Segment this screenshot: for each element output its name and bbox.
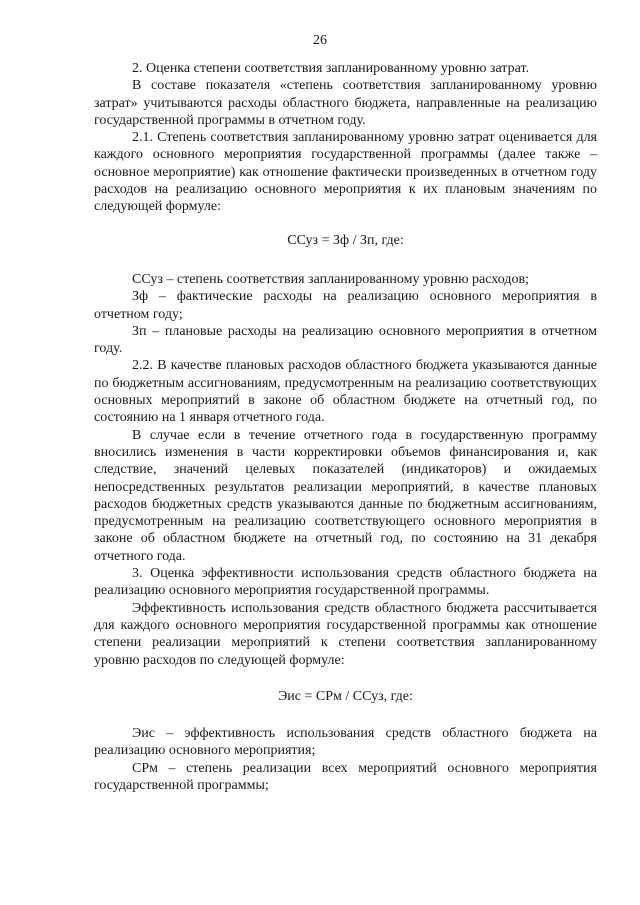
paragraph-2-1: 2.1. Степень соответствия запланированному уровню затрат оценивается для каждого основного мероприятия государственной программы (далее также – основное мероприятие) как отношение фактически произведенных в отчетном году расходов на реализацию основного мероприятия к их плановым значениям по следующей формуле:: [94, 130, 597, 215]
paragraph-program-changes: В случае если в течение отчетного года в государственную программу вносились изменения в части корректировки объемов финансирования и, как следствие, значений целевых показателей (индикаторов) и ожидаемых непосредственных результатов реализации мероприятий, в качестве плановых расходов бюджетных средств указываются данные по бюджетным ассигнованиям, предусмотренным на реализацию соответствующего основного мероприятия в законе об областном бюджете на отчетный год, по состоянию на 31 декабря отчетного года.: [94, 427, 597, 564]
paragraph-efficiency: Эффективность использования средств областного бюджета рассчитывается для каждого основного мероприятия государственной программы как отношение степени реализации мероприятий к степени соответствия запланированному уровню расходов по следующей формуле:: [94, 600, 597, 668]
document-body: [94, 60, 597, 794]
definition-eis: Эис – эффективность использования средств областного бюджета на реализацию основного мероприятия;: [94, 726, 597, 759]
definition-ssuz: ССуз – степень соответствия запланированному уровню расходов;: [132, 271, 529, 287]
section-2-heading: 2. Оценка степени соответствия запланированному уровню затрат.: [132, 61, 530, 76]
section-3-heading: 3. Оценка эффективности использования средств областного бюджета на реализацию основного мероприятия государственной программы.: [94, 566, 597, 599]
formula-ssuz: ССуз = Зф / Зп, где:: [287, 232, 404, 248]
definition-zp: Зп – плановые расходы на реализацию основного мероприятия в отчетном году.: [94, 323, 597, 357]
definition-srm: СРм – степень реализации всех мероприятий основного мероприятия государственной программы;: [94, 760, 597, 793]
definition-zf: Зф – фактические расходы на реализацию основного мероприятия в отчетном году;: [94, 289, 597, 322]
page-number: 26: [313, 33, 327, 48]
paragraph-2-2: 2.2. В качестве плановых расходов областного бюджета указываются данные по бюджетным ассигнованиям, предусмотренным на реализацию соответствующих основных мероприятий в законе об областном бюджете на отчетный год, по состоянию на 1 января отчетного года.: [94, 358, 597, 426]
formula-eis: Эис = СРм / ССуз, где:: [278, 688, 413, 704]
paragraph-cost-indicator: В составе показателя «степень соответствия запланированному уровню затрат» учитываются расходы областного бюджета, направленные на реализацию государственной программы в отчетном году.: [94, 78, 597, 128]
